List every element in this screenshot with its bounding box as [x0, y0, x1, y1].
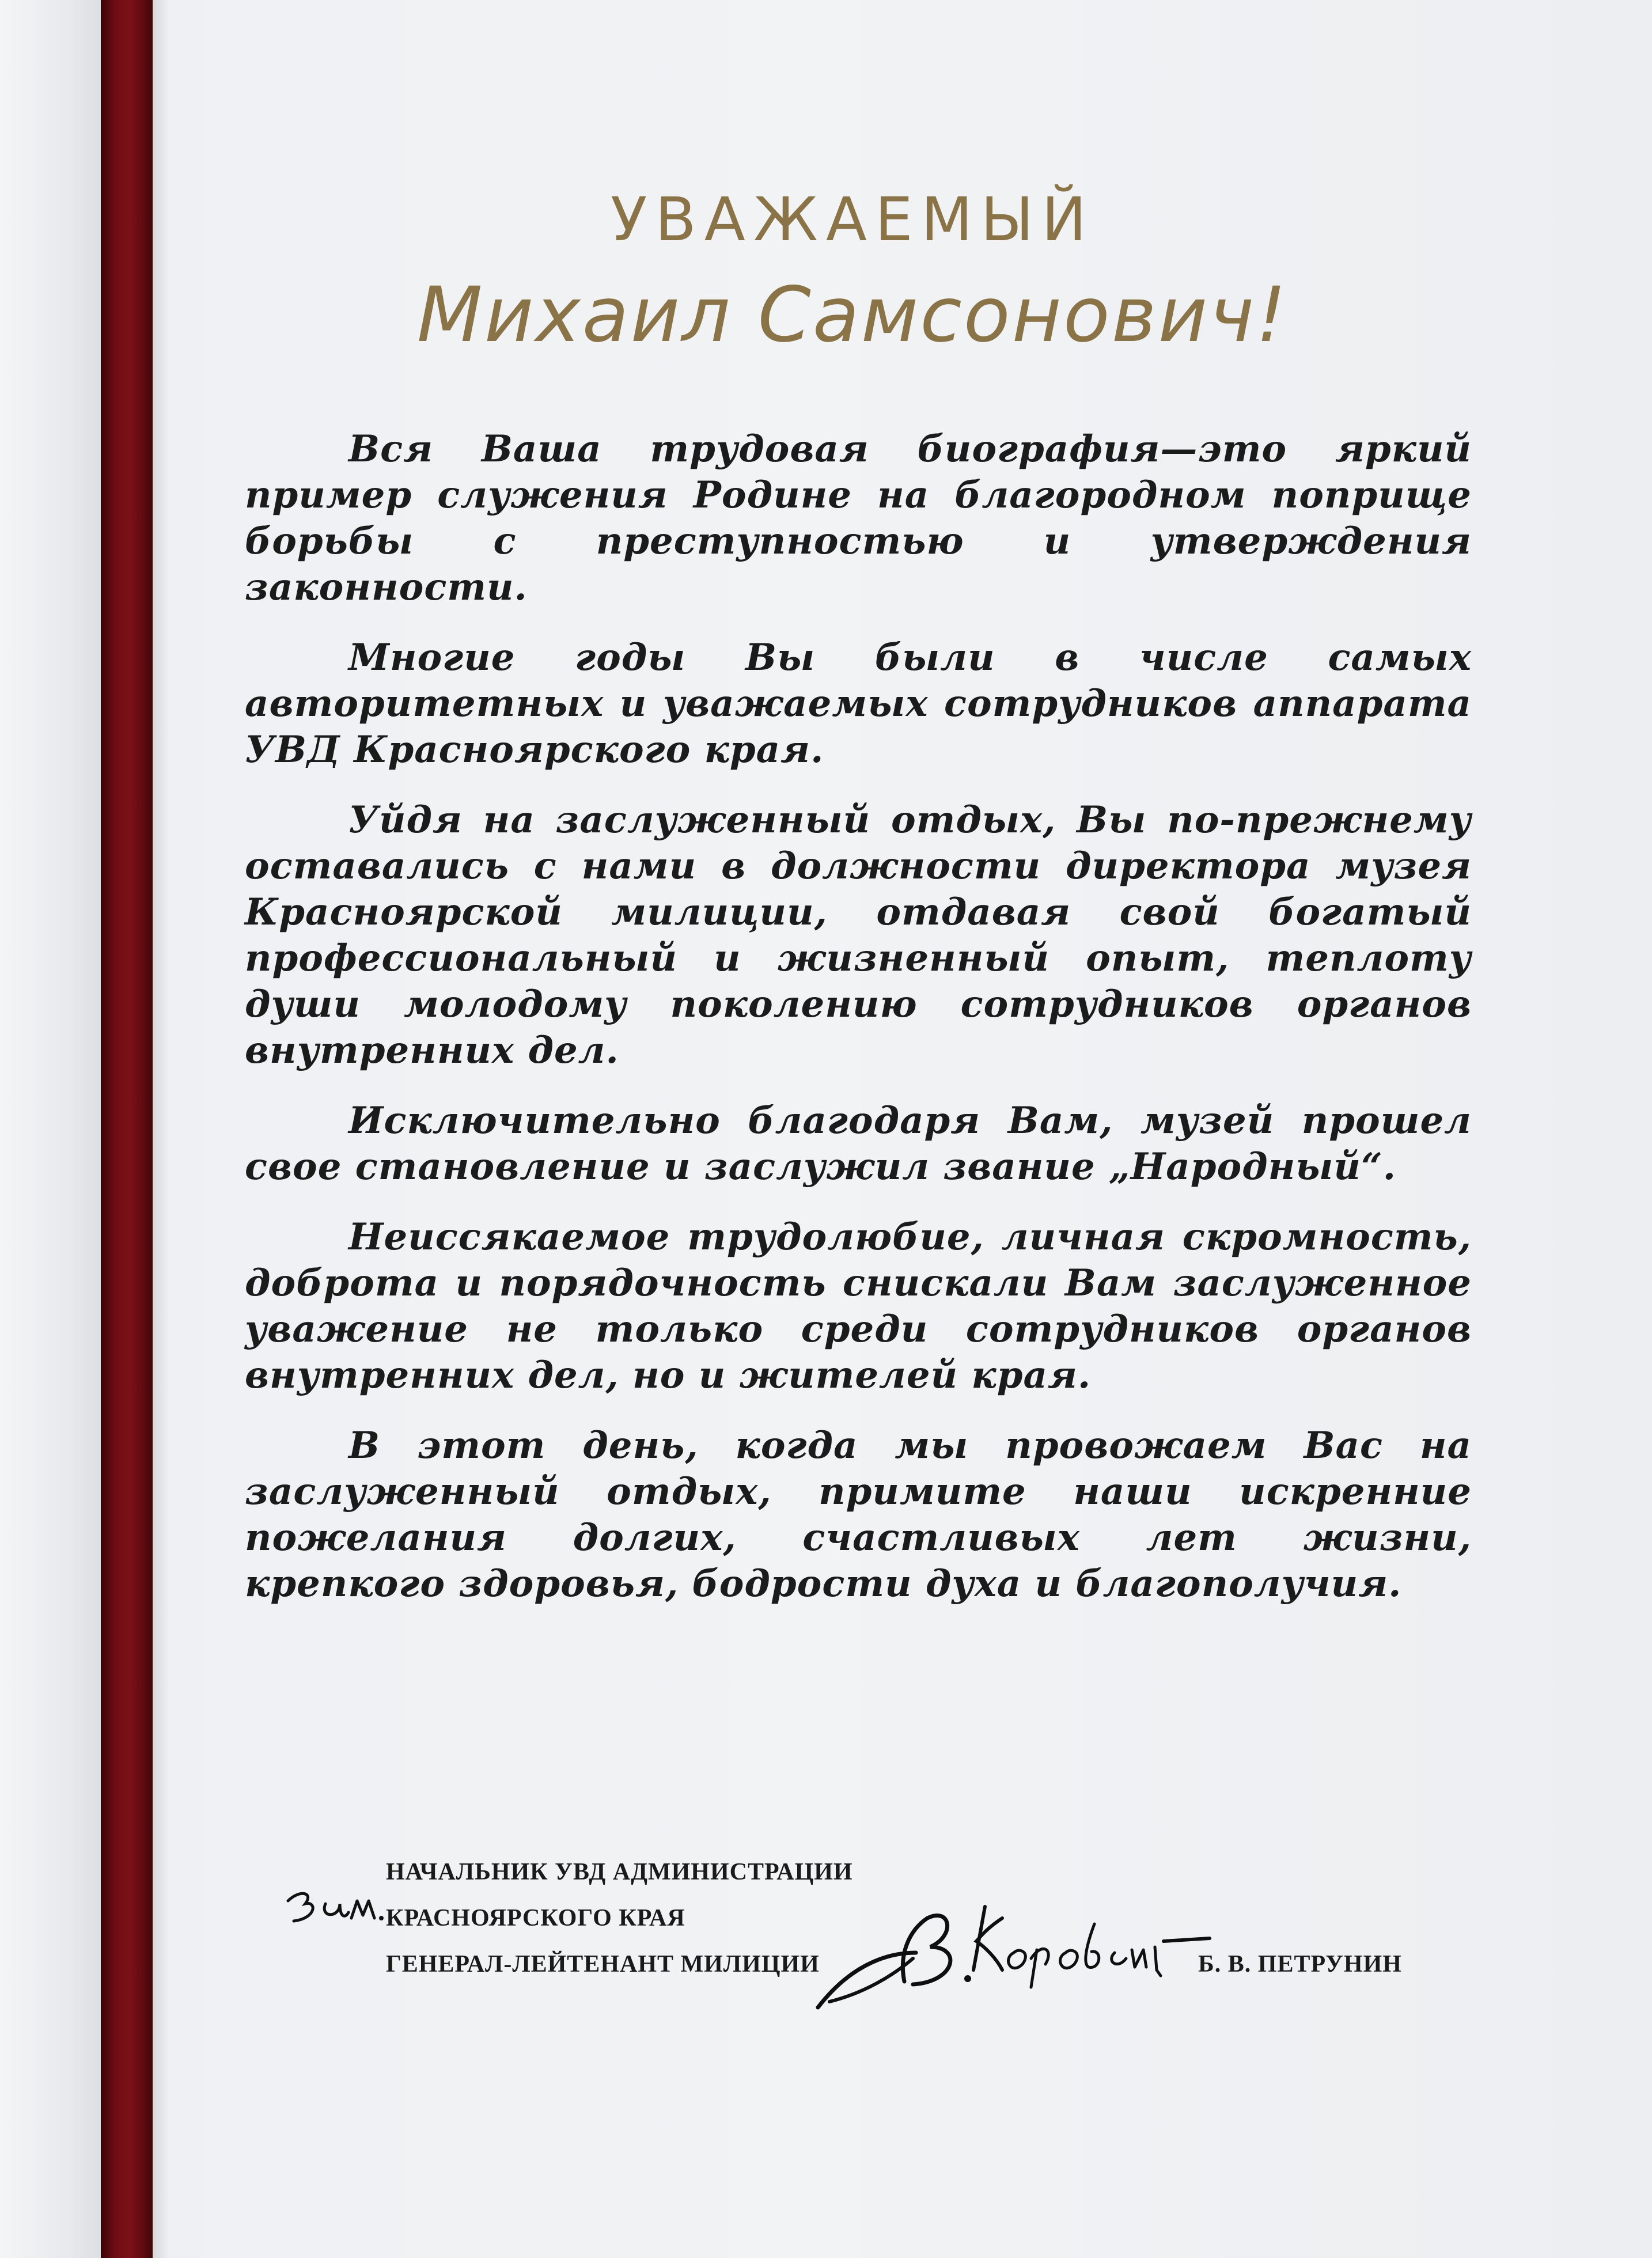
signatory-title-line: КРАСНОЯРСКОГО КРАЯ [386, 1905, 685, 1931]
page-margin-strip [0, 0, 101, 2258]
ribbon-shadow [153, 0, 170, 2258]
paragraph: Вся Ваша трудовая биография—это яркий пример служения Родине на благородном поприще борьбы с преступностью и утверждения законности. [245, 427, 1472, 609]
binding-ribbon [101, 0, 153, 2258]
signatory-title-line: НАЧАЛЬНИК УВД АДМИНИСТРАЦИИ [386, 1859, 853, 1885]
signatory-title [386, 1849, 853, 1987]
paragraph: Уйдя на заслуженный отдых, Вы по-прежнему оставались с нами в должности директора музея Красноярской милиции, отдавая свой богатый профессиональный и жизненный опыт, теплоту души молодому поколению сотрудников органов внутренних дел. [245, 798, 1472, 1072]
signature-block [282, 1849, 1492, 2056]
salutation-heading: УВАЖАЕМЫЙ [610, 184, 1095, 255]
recipient-name: Михаил Самсонович! [416, 271, 1289, 359]
letter-body [245, 426, 1472, 1631]
handwritten-signature [812, 1884, 1215, 2022]
signatory-title-line: ГЕНЕРАЛ-ЛЕЙТЕНАНТ МИЛИЦИИ [386, 1951, 820, 1977]
paragraph: Неиссякаемое трудолюбие, личная скромность, доброта и порядочность снискали Вам заслуженное уважение не только среди сотрудников органов внутренних дел, но и жителей края. [245, 1215, 1472, 1397]
signatory-printed-name: Б. В. ПЕТРУНИН [1198, 1951, 1402, 1977]
paragraph: Многие годы Вы были в числе самых авторитетных и уважаемых сотрудников аппарата УВД Красноярского края. [245, 636, 1472, 771]
paragraph: В этот день, когда мы провожаем Вас на заслуженный отдых, примите наши искренние пожелания долгих, счастливых лет жизни, крепкого здоровья, бодрости духа и благополучия. [245, 1424, 1472, 1605]
paragraph: Исключительно благодаря Вам, музей прошел свое становление и заслужил звание „Народный“. [245, 1099, 1472, 1188]
handwritten-zam-note [282, 1878, 386, 1935]
